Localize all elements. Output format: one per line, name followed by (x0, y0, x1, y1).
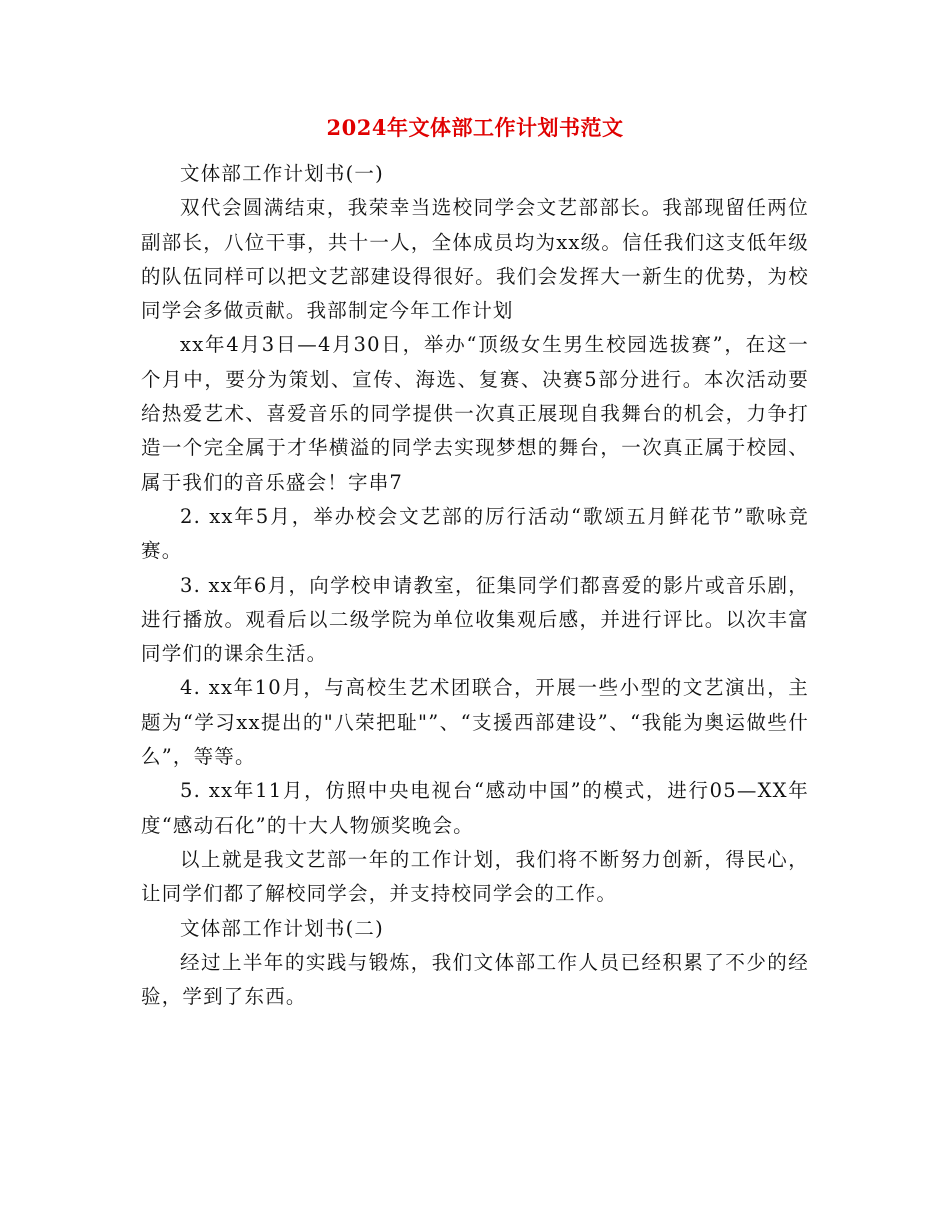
paragraph-item-3: 3. xx年6月，向学校申请教室，征集同学们都喜爱的影片或音乐剧，进行播放。观看后以二级学院为单位收集观后感，并进行评比。以次丰富同学们的课余生活。 (141, 573, 809, 666)
paragraph-item-4: 4. xx年10月，与高校生艺术团联合，开展一些小型的文艺演出，主题为“学习xx提出的"八荣把耻"”、“支援西部建设”、“我能为奥运做些什么”，等等。 (141, 676, 809, 769)
paragraph-item-2: 2. xx年5月，举办校会文艺部的厉行活动“歌颂五月鲜花节”歌咏竞赛。 (141, 504, 809, 563)
paragraph-item-5: 5. xx年11月，仿照中央电视台“感动中国”的模式，进行05—XX年度“感动石化”的十大人物颁奖晚会。 (141, 779, 809, 837)
paragraph-summary: 以上就是我文艺部一年的工作计划，我们将不断努力创新，得民心，让同学们都了解校同学会，并支持校同学会的工作。 (141, 847, 809, 906)
paragraph-section-2-intro: 经过上半年的实践与锻炼，我们文体部工作人员已经积累了不少的经验，学到了东西。 (141, 950, 809, 1009)
document-title: 2024年文体部工作计划书范文 (326, 115, 624, 140)
section-heading-2: 文体部工作计划书(二) (180, 916, 384, 940)
section-heading-1: 文体部工作计划书(一) (180, 162, 384, 185)
document-body (141, 157, 809, 1014)
paragraph-item-1: xx年4月3日—4月30日，举办“顶级女生男生校园选拔赛”，在这一个月中，要分为策划、宣传、海选、复赛、决赛5部分进行。本次活动要给热爱艺术、喜爱音乐的同学提供一次真正展现自我舞台的机会，力争打造一个完全属于才华横溢的同学去实现梦想的舞台，一次真正属于校园、属于我们的音乐盛会！字串7 (141, 333, 809, 494)
paragraph-intro: 双代会圆满结束，我荣幸当选校同学会文艺部部长。我部现留任两位副部长，八位干事，共十一人，全体成员均为xx级。信任我们这支低年级的队伍同样可以把文艺部建设得很好。我们会发挥大一新生的优势，为校同学会多做贡献。我部制定今年工作计划 (141, 196, 809, 323)
